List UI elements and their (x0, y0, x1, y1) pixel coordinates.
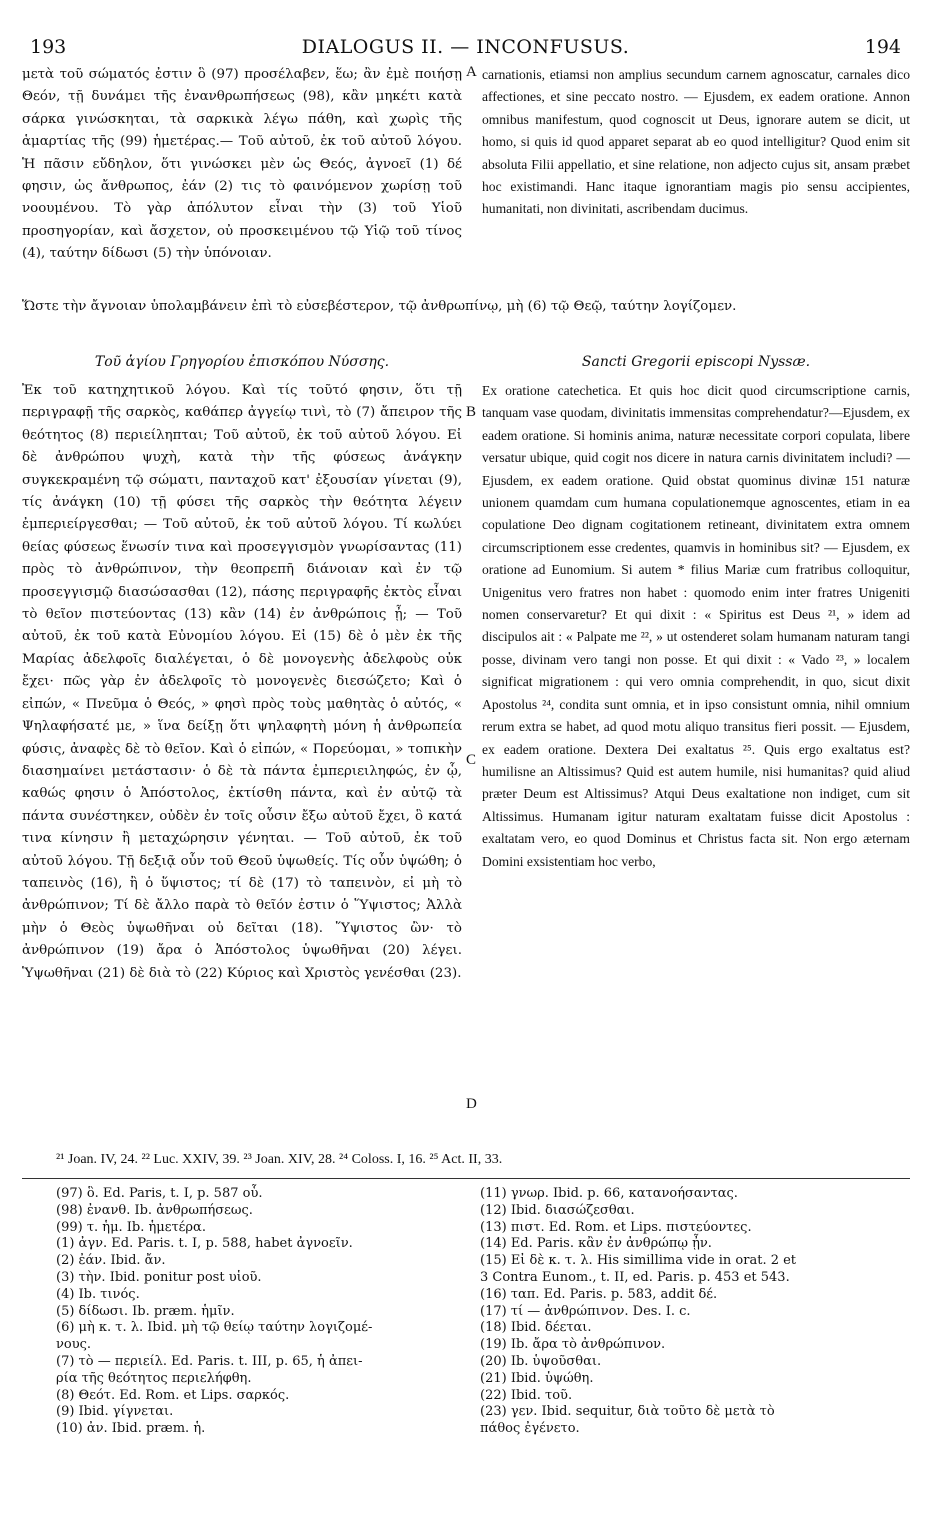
margin-marker-a: A (466, 64, 477, 80)
footnotes-left (56, 1186, 476, 1438)
footnote-line: (23) γεν. Ibid. sequitur, διὰ τοῦτο δὲ μετὰ τὸ (480, 1404, 775, 1420)
footnote-line: πάθος ἐγένετο. (480, 1421, 580, 1437)
greek-paragraph-top: μετὰ τοῦ σώματός ἐστιν ὃ (97) προσέλαβεν, ἕω; ἂν ἐμὲ ποιήσῃ Θεόν, τῇ δυνάμει τῆς ἐνανθρωπήσεως (98), κἂν μηκέτι κατὰ σάρκα γινώσκηται, τὰ σαρκικὰ λέγω πάθη, καὶ χωρὶς τῆς ἁμαρτίας τῆς (99) ἡμετέρας.— Τοῦ αὐτοῦ, ἐκ τοῦ αὐτοῦ λόγου. Ἡ πᾶσιν εὔδηλον, ὅτι γινώσκει μὲν ὡς Θεός, ἀγνοεῖ (1) δέ φησιν, ὡς ἄνθρωπος, ἐάν (2) τις τὸ φαινόμενον χωρίσῃ τοῦ νοουμένου. Τὸ γὰρ ἀπόλυτον εἶναι τὴν (3) τοῦ Υἱοῦ προσηγορίαν, καὶ ἄσχετον, οὐ προσκειμένου τῷ Υἱῷ τοῦ τίνος (4), ταύτην δίδωσι (5) τὴν ὑπόνοιαν. (22, 67, 462, 262)
footnote-line: (10) ἀν. Ibid. præm. ἡ. (56, 1421, 206, 1437)
footnote-line: νους. (56, 1337, 92, 1353)
latin-paragraph-top: carnationis, etiamsi non amplius secundum carnem agnoscatur, carnales dico affectiones, et sine peccato nostro. — Ejusdem, ex eadem oratione. Annon omnibus manifestum, quod cognoscit ut Deus, ignorare autem se dicit, ut homo, si quis id quod apparet separat ab eo quod intelligitur? Quod enim sit absoluta Filii appellatio, et sine relatione, non adjecto cujus sit, ansam præbet hoc existimandi. Hanc itaque ignorantiam magis pio sensu accipientes, humanitati, non divinitati, ascribendam ducimus. (482, 67, 910, 217)
latin-paragraph-main: Ex oratione catechetica. Et quis hoc dicit quod circumscriptione carnis, tanquam vase quodam, divinitatis immensitas comprehendatur?—Ejusdem, ex eadem oratione. Si hominis anima, naturæ necessitate corpori copulata, libere versatur ubique, quid cogit nos dicere in natura carnis divinitatem includi? — Ejusdem, ex eadem oratione. Quid obstat quominus divinæ 151 naturæ unionem quamdam cum humana copulationemque agnoscentes, etiam in ea copulatione Deo dignam cogitationem retineant, divinitatem extra omnem circumscriptionem esse credentes, quamvis in hominibus sit? — Ejusdem, ex oratione ad Eunomium. Si autem * filius Mariæ cum fratribus colloquitur, Unigenitus vero fratres non habet : quomodo enim inter fratres Unigeniti nomen conservaretur? Et qui dixit : « Spiritus est Deus ²¹, » idem ad discipulos ait : « Palpate me ²², » ut ostenderet solam humanam naturam tangi posse, divinam vero tangi non posse. Et qui dixit : « Vado ²³, » localem significat migrationem : qui vero omnia comprehendit, in quo, sicut dixit Apostolus ²⁴, condita sunt omnia, et in ipso consistunt omnia, nihil omnium rerum extra se habet, ad quod motu aliquo transitus fieri possit. — Ejusdem, ex eadem oratione. Dextera Dei exaltatus ²⁵. Quis ergo exaltatus est? humilisne an Altissimus? Quid est autem humile, nisi humanitas? quid aliud præter Deum est Altissimus? Atqui Deus exaltatione non indiget, cum sit Altissimus. Humanam igitur naturam exaltatam fuisse dicit Apostolus : exaltatam vero, eo quod Dominus et Christus facta sit. Non ergo æternam Domini exsistentiam hoc verbo, (482, 383, 910, 869)
footnote-line: (97) ὃ. Ed. Paris, t. I, p. 587 οὗ. (56, 1186, 263, 1201)
margin-marker-c: C (466, 752, 477, 768)
footnote-line: (5) δίδωσι. Ib. præm. ἡμῖν. (56, 1303, 235, 1319)
footnote-line: (7) τὸ — περιείλ. Ed. Paris. t. III, p. 65, ἡ ἀπει- (56, 1353, 363, 1369)
running-title: DIALOGUS II. — INCONFUSUS. (301, 36, 630, 58)
footnote-line: (12) Ibid. διασώζεσθαι. (480, 1202, 635, 1218)
footnote-line: (98) ἐνανθ. Ib. ἀνθρωπήσεως. (56, 1202, 253, 1218)
greek-column-main (22, 380, 462, 1142)
greek-section-title: Τοῦ ἁγίου Γρηγορίου ἐπισκόπου Νύσσης. (94, 354, 390, 370)
footnote-line: (99) τ. ἡμ. Ib. ἡμετέρα. (56, 1219, 206, 1235)
footnote-line: 3 Contra Eunom., t. II, ed. Paris. p. 453 et 543. (480, 1269, 790, 1285)
footnote-line: (17) τί — ἀνθρώπινον. Des. I. c. (480, 1303, 691, 1319)
footnote-divider (22, 1178, 910, 1179)
footnote-line: (13) πιστ. Ed. Rom. et Lips. πιστεύοντες. (480, 1219, 752, 1235)
footnote-line: (1) ἀγν. Ed. Paris. t. I, p. 588, habet ἀγνοεῖν. (56, 1236, 353, 1252)
footnote-line: (9) Ibid. γίγνεται. (56, 1404, 174, 1420)
footnote-line: (14) Ed. Paris. κἂν ἐν ἀνθρώπῳ ᾖν. (480, 1236, 712, 1252)
margin-marker-d: D (466, 1096, 477, 1112)
greek-paragraph-main: Ἐκ τοῦ κατηχητικοῦ λόγου. Καὶ τίς τοῦτό φησιν, ὅτι τῇ περιγραφῇ τῆς σαρκὸς, καθάπερ ἀγγείῳ τινὶ, τὸ (7) ἄπειρον τῆς θεότητος (8) περιείληπται; Τοῦ αὐτοῦ, ἐκ τοῦ αὐτοῦ λόγου. Εἰ δὲ ἀνθρώπου ψυχὴ, κατὰ τὴν τῆς φύσεως ἀνάγκην συγκεκραμένη τῷ σώματι, πανταχοῦ κατ' ἐξουσίαν γίνεται (9), τίς ἀνάγκη (10) τῇ φύσει τῆς σαρκὸς τὴν θεότητα λέγειν ἐμπεριείργεσθαι; — Τοῦ αὐτοῦ, ἐκ τοῦ αὐτοῦ λόγου. Τί κωλύει θείας φύσεως ἕνωσίν τινα καὶ προσεγγισμὸν γνωρίσαντας (11) πρὸς τὸ ἀνθρώπινον, τὴν θεοπρεπῆ διάνοιαν καὶ ἐν τῷ προσεγγισμῷ διασώσασθαι (12), πάσης περιγραφῆς ἐκτὸς εἶναι τὸ θεῖον πιστεύοντας (13) κἂν (14) ἐν ἀνθρώποις ᾖ; — Τοῦ αὐτοῦ, ἐκ τοῦ κατὰ Εὐνομίου λόγου. Εἰ (15) δὲ ὁ μὲν ἐκ τῆς Μαρίας ἀδελφοῖς διαλέγεται, ὁ δὲ μονογενὴς ἀδελφοὺς οὐκ ἔχει· πῶς γὰρ ἐν ἀδελφοῖς τὸ μονογενὲς διεσώζετο; Καὶ ὁ εἰπών, « Πνεῦμα ὁ Θεός, » φησὶ πρὸς τοὺς μαθητὰς ὁ αὐτός, « Ψηλαφήσατέ με, » ἵνα δείξῃ ὅτι ψηλαφητὴ μόνη ἡ ἀνθρωπεία φύσις, ἀναφὲς δὲ τὸ θεῖον. Καὶ ὁ εἰπών, « Πορεύομαι, » τοπικὴν διασημαίνει μετάστασιν· ὁ δὲ τὰ πάντα ἐμπεριειληφώς, ἐν ᾧ, καθώς φησιν ὁ Ἀπόστολος, ἐκτίσθη πάντα, καὶ ἐν αὐτῷ τὰ πάντα συνέστηκεν, οὐδὲν ἐν τοῖς οὖσιν ἔξω αὐτοῦ ἔχει, ὃ κατά τινα κίνησιν ἢ μεταχώρησιν γένηται. — Τοῦ αὐτοῦ, ἐκ τοῦ αὐτοῦ λόγου. Τῇ δεξιᾷ οὖν τοῦ Θεοῦ ὑψωθείς. Τίς οὖν ὑψώθη; ὁ ταπεινὸς (16), ἢ ὁ ὕψιστος; τί δὲ (17) τὸ ταπεινὸν, εἰ μὴ τὸ ἀνθρώπινον; Τί δὲ ἄλλο παρὰ τὸ θεῖόν ἐστιν ὁ Ὕψιστος; Ἀλλὰ μὴν ὁ Θεὸς ὑψωθῆναι οὐ δεῖται (18). Ὕψιστος ὢν· τὸ ἀνθρώπινον (19) ἄρα ὁ Ἀπόστολος ὑψωθῆναι (20) λέγει. Ὑψωθῆναι (21) δὲ διὰ τὸ (22) Κύριος καὶ Χριστὸς γενέσθαι (23). (22, 383, 462, 981)
latin-section-title: Sancti Gregorii episcopi Nyssæ. (581, 354, 811, 370)
greek-full-width-continuation (22, 296, 910, 342)
footnote-line: (3) τὴν. Ibid. ponitur post υἱοῦ. (56, 1269, 262, 1285)
footnote-line: (15) Εἰ δὲ κ. τ. λ. His simillima vide in orat. 2 et (480, 1253, 797, 1269)
latin-column-top (482, 64, 910, 292)
footnote-line: (8) Θεότ. Ed. Rom. et Lips. σαρκός. (56, 1387, 290, 1403)
footnote-line: (19) Ib. ἄρα τὸ ἀνθρώπινον. (480, 1337, 666, 1353)
page-number-right: 194 (864, 36, 901, 58)
footnote-line: (2) ἐάν. Ibid. ἄν. (56, 1253, 166, 1269)
footnote-line: (4) Ib. τινός. (56, 1286, 140, 1302)
margin-marker-b: B (466, 404, 477, 420)
greek-column-top (22, 64, 462, 292)
footnote-line: (22) Ibid. τοῦ. (480, 1387, 573, 1403)
footnote-line: (21) Ibid. ὑψώθη. (480, 1370, 594, 1386)
page-number-left: 193 (30, 36, 67, 58)
latin-column-main (482, 380, 910, 1142)
footnote-line: (20) Ib. ὑψοῦσθαι. (480, 1353, 602, 1369)
page-header (30, 36, 901, 62)
greek-continuation-line: Ὥστε τὴν ἄγνοιαν ὑπολαμβάνειν ἐπὶ τὸ εὐσεβέστερον, τῷ ἀνθρωπίνῳ, μὴ (6) τῷ Θεῷ, ταύτην λογίζομεν. (22, 299, 737, 314)
scripture-references: ²¹ Joan. IV, 24. ²² Luc. XXIV, 39. ²³ Joan. XIV, 28. ²⁴ Coloss. I, 16. ²⁵ Act. II, 33. (56, 1152, 503, 1167)
footnote-line: (18) Ibid. δέεται. (480, 1320, 592, 1336)
footnote-line: ρία τῆς θεότητος περιελήφθη. (56, 1370, 252, 1386)
footnote-line: (6) μὴ κ. τ. λ. Ibid. μὴ τῷ θείῳ ταύτην λογιζομέ- (56, 1320, 373, 1336)
footnote-line: (11) γνωρ. Ibid. p. 66, κατανοήσαντας. (480, 1186, 738, 1201)
footnotes-right (480, 1186, 910, 1438)
footnote-line: (16) ταπ. Ed. Paris. p. 583, addit δέ. (480, 1286, 718, 1302)
